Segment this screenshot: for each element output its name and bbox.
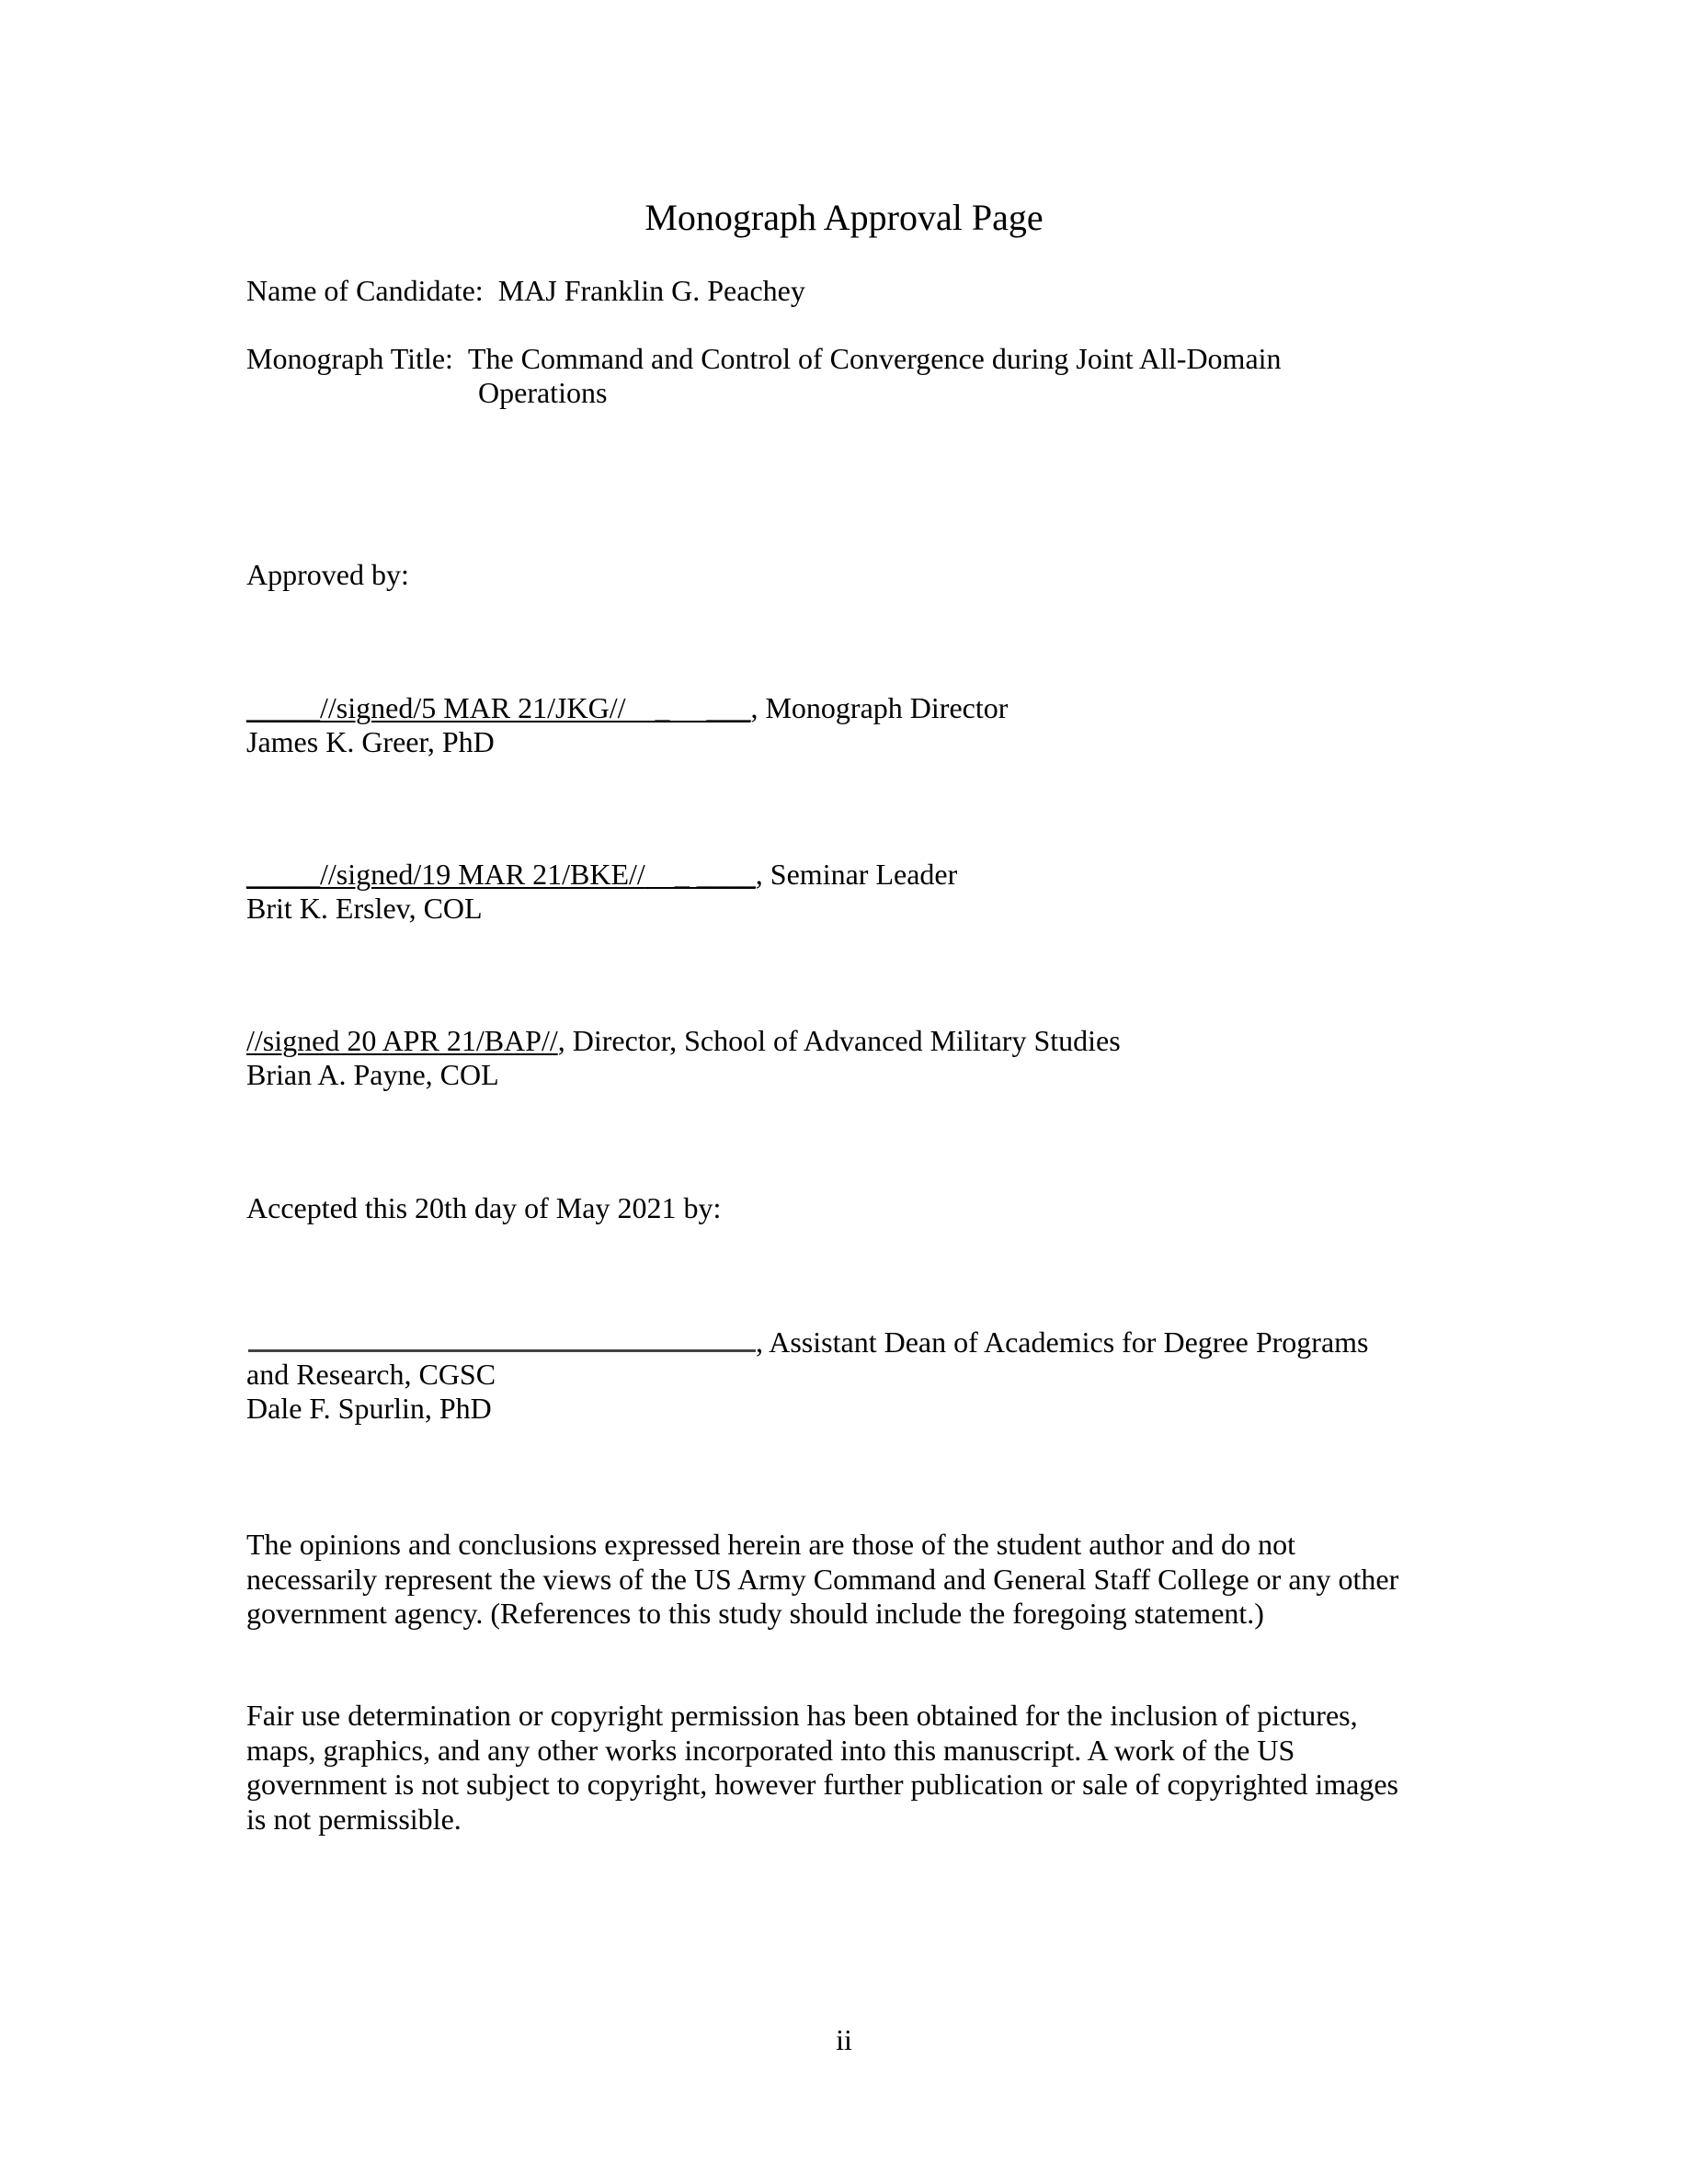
signature-line-director bbox=[246, 691, 1008, 725]
signer-name: Brian A. Payne, COL bbox=[246, 1058, 499, 1091]
signer-role: , Director, School of Advanced Military Studies bbox=[557, 1024, 1121, 1057]
signature-trail-blank: _ ___ bbox=[625, 691, 751, 724]
approved-by-label: Approved by: bbox=[246, 558, 409, 591]
candidate-line bbox=[246, 274, 805, 308]
page-number: ii bbox=[836, 2023, 852, 2056]
paragraph-line: maps, graphics, and any other works incorporated into this manuscript. A work of the US bbox=[246, 1733, 1295, 1767]
signer-name: James K. Greer, PhD bbox=[246, 725, 495, 758]
signature-text: //signed 20 APR 21/BAP// bbox=[246, 1024, 558, 1057]
signer-role: , Seminar Leader bbox=[755, 858, 958, 891]
signature-text: //signed/19 MAR 21/BKE// bbox=[320, 858, 645, 891]
disclaimer-paragraph bbox=[246, 1528, 1442, 1632]
signature-line-sams-director bbox=[246, 1024, 1121, 1058]
signer-name: Dale F. Spurlin, PhD bbox=[246, 1392, 492, 1425]
paragraph-line: government is not subject to copyright, however further publication or sale of copyrighted images bbox=[246, 1768, 1398, 1801]
signature-lead-blank: _____ bbox=[246, 691, 320, 724]
candidate-label: Name of Candidate: bbox=[246, 274, 484, 307]
paragraph-line: government agency. (References to this study should include the foregoing statement.) bbox=[246, 1597, 1264, 1630]
paragraph-line: The opinions and conclusions expressed herein are those of the student author and do not bbox=[246, 1528, 1296, 1561]
monograph-title-label: Monograph Title: bbox=[246, 342, 453, 375]
monograph-title-line bbox=[246, 342, 1282, 376]
paragraph-line: necessarily represent the views of the US Army Command and General Staff College or any other bbox=[246, 1562, 1399, 1596]
paragraph-line: is not permissible. bbox=[246, 1802, 462, 1836]
monograph-title-text: The Command and Control of Convergence during Joint All-Domain bbox=[467, 342, 1282, 375]
candidate-name: MAJ Franklin G. Peachey bbox=[497, 274, 805, 307]
signature-line-dean bbox=[248, 1324, 1368, 1359]
signer-role: , Assistant Dean of Academics for Degree Programs bbox=[756, 1325, 1369, 1359]
paragraph-line: Fair use determination or copyright permission has been obtained for the inclusion of pictures, bbox=[246, 1699, 1358, 1732]
signature-line-seminar-leader bbox=[246, 858, 957, 892]
monograph-title-continuation: Operations bbox=[478, 376, 608, 409]
signature-blank bbox=[248, 1324, 756, 1352]
signature-text: //signed/5 MAR 21/JKG// bbox=[320, 691, 626, 724]
signer-role-continuation: and Research, CGSC bbox=[246, 1358, 496, 1391]
signer-role: , Monograph Director bbox=[750, 691, 1009, 724]
signer-name: Brit K. Erslev, COL bbox=[246, 892, 483, 925]
accepted-label: Accepted this 20th day of May 2021 by: bbox=[246, 1191, 722, 1224]
fair-use-paragraph bbox=[246, 1699, 1442, 1837]
signature-lead-blank: _____ bbox=[246, 858, 320, 891]
page-title: Monograph Approval Page bbox=[644, 197, 1044, 238]
signature-trail-blank: _ ____ bbox=[644, 858, 756, 891]
